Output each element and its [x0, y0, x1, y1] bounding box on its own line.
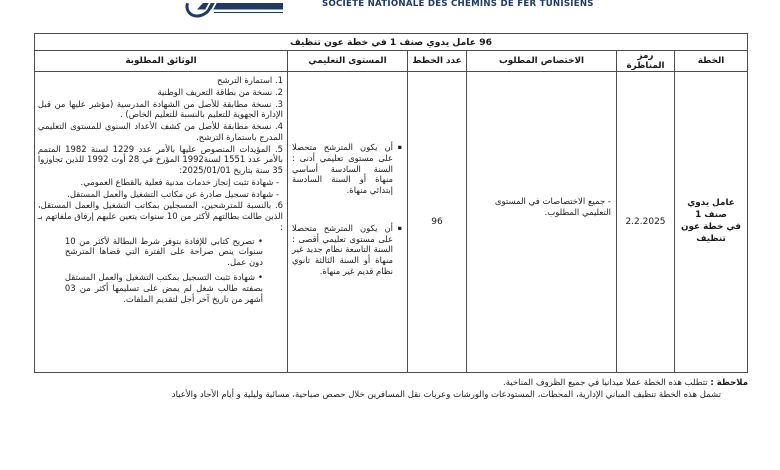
document-item [38, 200, 283, 232]
document-item-marker: 4. [274, 121, 283, 132]
cell-competition-code: 2.2.2025 [617, 72, 675, 373]
document-item-marker: 2. [274, 86, 283, 97]
document-item-text: نسخة من بطاقة التعريف الوطنية [157, 86, 273, 97]
document-item-text: بالنسبة للمترشحين، المسجلين بمكاتب التشغيل والعمل المستقل، الذين طالت بطالتهم لأكثر من 10 سنوات يتعين عليهم إرفاق ملفاتهم بـ : [37, 200, 283, 232]
cell-education-level [288, 72, 408, 373]
note-text-1: تتطلب هذه الخطة عملا ميدانيا في جميع الظروف المناخية. [503, 378, 708, 388]
document-item-marker: • [258, 272, 263, 283]
document-item-marker: 3. [274, 98, 283, 109]
company-name: SOCIETE NATIONALE DES CHEMINS DE FER TUNISIENS [322, 0, 594, 9]
document-item-text: نسخة مطابقة للأصل من كشف الأعداد السنوي للمستوى التعليمي المدرج باستمارة الترشح. [37, 121, 283, 142]
document-item [38, 99, 283, 121]
document-item-text: تصريح كتابي للإفادة بتوفر شرط البطالة لأكثر من 10 سنوات ينص صراحة على الفترة التي قضاها المترشح دون عمل. [64, 235, 263, 268]
note-line-2: تشمل هذه الخطة تنظيف المباني الإدارية، المحطات، المستودعات والورشات وعربات نقل المسافرين خلال حصص صباحية، مسائية وليلية و أيام الأحاد والأعياد [171, 390, 721, 401]
document-item-marker: 6. [274, 200, 283, 211]
square-bullet-icon: ▪ [397, 223, 402, 232]
document-item-text: شهادة تثبت إنجاز خدمات مدنية فعلية بالقطاع العمومي. [80, 176, 274, 187]
column-header-education: المستوى التعليمي [288, 51, 408, 72]
cell-position [675, 72, 748, 373]
document-item-text: شهادة تثبت التسجيل بمكتب التشغيل والعمل المستقل بصفته طالب شغل لم يمض على تسليمها أكثر من 03 أشهر من تاريخ آخر أجل لتقديم الملفات. [64, 272, 263, 304]
document-item [38, 189, 283, 200]
cell-specialty: - جميع الاختصاصات في المستوى التعليمي المطلوب. [467, 72, 617, 373]
document-item [38, 75, 283, 86]
column-header-code: رمز المناظرة [617, 51, 675, 72]
document-item [38, 144, 283, 176]
position-line2: في خطة عون تنظيف [680, 222, 742, 244]
cell-required-documents [34, 72, 287, 373]
document-item [38, 272, 283, 304]
logo-bar-shape [197, 3, 283, 10]
note-line-1 [32, 377, 748, 389]
document-item [38, 177, 283, 188]
document-item-marker: 5. [274, 143, 283, 154]
recruitment-table [35, 33, 748, 373]
document-item [38, 121, 283, 143]
column-header-documents: الوثائق المطلوبة [34, 51, 287, 72]
column-header-count: عدد الخطط [408, 51, 467, 72]
cell-position-count: 96 [408, 72, 467, 373]
document-item [38, 87, 283, 98]
document-item-text: نسخة مطابقة للأصل من الشهادة المدرسية (مؤشر عليها من قبل الإدارة الجهوية للتعليم بالنسبة للتعليم الخاص) . [37, 98, 283, 120]
logo-underline-shape [214, 12, 283, 14]
document-item-marker: 1. [274, 75, 283, 85]
education-item [292, 223, 402, 277]
document-item-text: شهادة تسجيل صادرة عن مكاتب التشغيل والعمل المستقل. [67, 188, 274, 199]
document-item-marker: • [258, 235, 264, 246]
education-item-text: أن يكون المترشح متحصلا على مستوى تعليمي أدنى : السنة السادسة أساسي منهاة أو السنة السادسة إبتدائي منهاة. [292, 142, 393, 195]
sncft-logo [185, 0, 285, 15]
document-item [38, 236, 283, 268]
column-header-specialty: الاختصاص المطلوب [467, 51, 617, 72]
square-bullet-icon: ▪ [397, 143, 402, 151]
column-header-position: الخطة [675, 51, 748, 72]
education-item-text: أن يكون المترشح متحصلا على مستوى تعليمي أقصى : السنة التاسعة نظام جديد غير منهاة أو السنة الثالثة ثانوي نظام قديم غير منهاة. [292, 222, 393, 276]
document-item-marker: - [275, 176, 279, 187]
document-item-marker: - [275, 188, 279, 199]
position-line1: عامل يدوي صنف 1 [687, 198, 735, 221]
document-item-text: المؤيدات المنصوص عليها بالأمر عدد 1229 لسنة 1982 المتمم بالأمر عدد 1551 لسنة1992 المؤرخ في 28 أوت 1992 للذين تجاوزوا 35 سنة بتاريخ 2025/01/01: [37, 143, 283, 176]
document-item-text: استمارة الترشح [217, 75, 273, 85]
note-label: ملاحظة : [710, 378, 748, 388]
table-row [34, 72, 747, 373]
table-title: 96 عامل يدوي صنف 1 في خطة عون تنظيف [34, 34, 747, 51]
footer-notes [32, 377, 748, 402]
education-item [292, 142, 402, 196]
